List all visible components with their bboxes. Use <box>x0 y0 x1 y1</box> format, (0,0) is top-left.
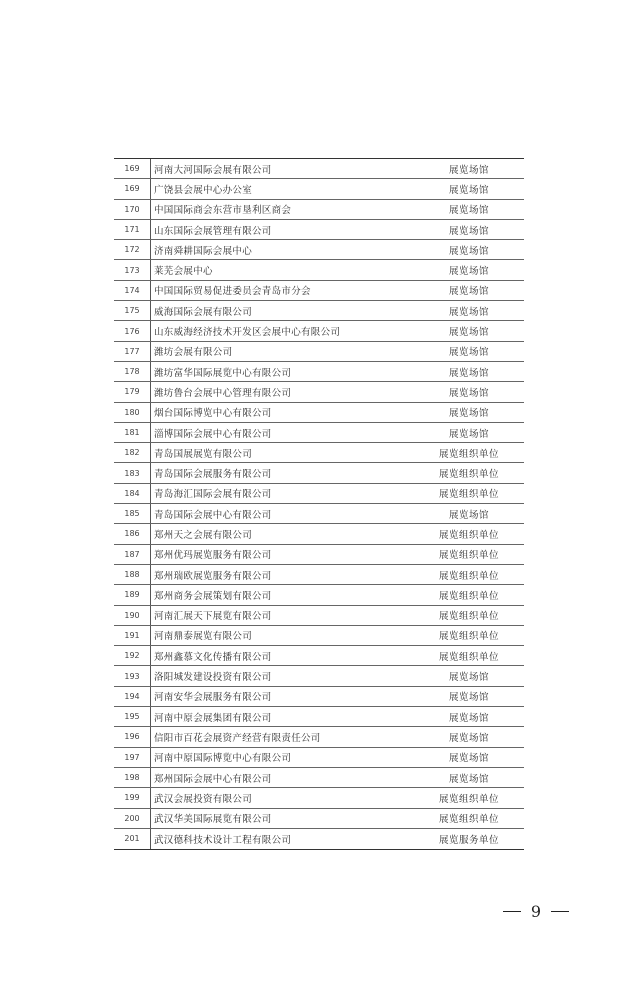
unit-type: 展览场馆 <box>448 387 489 399</box>
unit-type: 展览场馆 <box>448 266 489 278</box>
company-name: 潍坊会展有限公司 <box>154 347 233 359</box>
row-number: 177 <box>114 342 151 361</box>
row-number: 190 <box>114 606 151 625</box>
table-row <box>114 159 524 179</box>
row-number: 199 <box>114 788 151 807</box>
table-row <box>114 545 524 565</box>
row-number: 194 <box>114 687 151 706</box>
company-name: 武汉会展投资有限公司 <box>154 793 253 805</box>
company-name: 郑州优玛展览服务有限公司 <box>154 550 272 562</box>
company-name: 郑州瑞欧展览服务有限公司 <box>154 570 272 582</box>
table-row <box>114 301 524 321</box>
table-row <box>114 403 524 423</box>
unit-type: 展览组织单位 <box>438 489 499 501</box>
table-row <box>114 524 524 544</box>
table-row <box>114 179 524 199</box>
table-row <box>114 342 524 362</box>
table-row <box>114 768 524 788</box>
company-name: 青岛国展展览有限公司 <box>154 448 253 460</box>
unit-type: 展览组织单位 <box>438 814 499 826</box>
table-row <box>114 707 524 727</box>
table-row <box>114 423 524 443</box>
row-number: 183 <box>114 463 151 482</box>
unit-type: 展览组织单位 <box>438 550 499 562</box>
row-number: 196 <box>114 727 151 746</box>
row-number: 174 <box>114 281 151 300</box>
table-row <box>114 585 524 605</box>
table-row <box>114 626 524 646</box>
unit-type: 展览组织单位 <box>438 529 499 541</box>
unit-type: 展览场馆 <box>448 164 489 176</box>
table-row <box>114 281 524 301</box>
company-name: 武汉德科技术设计工程有限公司 <box>154 834 292 846</box>
unit-type: 展览组织单位 <box>438 611 499 623</box>
row-number: 170 <box>114 200 151 219</box>
row-number: 185 <box>114 504 151 523</box>
row-number: 188 <box>114 565 151 584</box>
unit-type: 展览场馆 <box>448 367 489 379</box>
row-number: 201 <box>114 829 151 849</box>
table-row <box>114 727 524 747</box>
company-name: 信阳市百花会展资产经营有限责任公司 <box>154 732 321 744</box>
unit-type: 展览服务单位 <box>438 834 499 846</box>
table-row <box>114 606 524 626</box>
table-row <box>114 809 524 829</box>
company-name: 河南汇展天下展览有限公司 <box>154 611 272 623</box>
page-number-value: 9 <box>530 902 541 921</box>
unit-type: 展览场馆 <box>448 732 489 744</box>
table-row <box>114 321 524 341</box>
unit-type: 展览场馆 <box>448 306 489 318</box>
table-row <box>114 200 524 220</box>
company-name: 郑州鑫慕文化传播有限公司 <box>154 651 272 663</box>
unit-type: 展览组织单位 <box>438 651 499 663</box>
page-number-left-dash <box>503 911 521 913</box>
row-number: 178 <box>114 362 151 381</box>
unit-type: 展览场馆 <box>448 327 489 339</box>
table-row <box>114 687 524 707</box>
company-name: 河南鼎泰展览有限公司 <box>154 631 253 643</box>
table-row <box>114 220 524 240</box>
row-number: 175 <box>114 301 151 320</box>
company-name: 河南中原国际博览中心有限公司 <box>154 753 292 765</box>
company-name: 中国国际贸易促进委员会青岛市分会 <box>154 286 311 298</box>
company-name: 广饶县会展中心办公室 <box>154 184 253 196</box>
row-number: 171 <box>114 220 151 239</box>
company-name: 山东威海经济技术开发区会展中心有限公司 <box>154 327 341 339</box>
unit-type: 展览场馆 <box>448 509 489 521</box>
row-number: 184 <box>114 484 151 503</box>
row-number: 193 <box>114 666 151 685</box>
row-number: 195 <box>114 707 151 726</box>
unit-type: 展览场馆 <box>448 205 489 217</box>
row-number: 169 <box>114 159 151 178</box>
company-name: 河南大河国际会展有限公司 <box>154 164 272 176</box>
row-number: 186 <box>114 524 151 543</box>
unit-type: 展览场馆 <box>448 672 489 684</box>
row-number: 180 <box>114 403 151 422</box>
unit-type: 展览场馆 <box>448 773 489 785</box>
table-row <box>114 504 524 524</box>
company-name: 潍坊鲁台会展中心管理有限公司 <box>154 387 292 399</box>
unit-type: 展览组织单位 <box>438 631 499 643</box>
exhibition-units-table <box>114 158 524 850</box>
company-name: 青岛国际会展中心有限公司 <box>154 509 272 521</box>
unit-type: 展览场馆 <box>448 347 489 359</box>
unit-type: 展览场馆 <box>448 286 489 298</box>
unit-type: 展览场馆 <box>448 245 489 257</box>
company-name: 威海国际会展有限公司 <box>154 306 253 318</box>
unit-type: 展览场馆 <box>448 712 489 724</box>
unit-type: 展览场馆 <box>448 753 489 765</box>
table-row <box>114 666 524 686</box>
row-number: 189 <box>114 585 151 604</box>
unit-type: 展览组织单位 <box>438 793 499 805</box>
page-number-right-dash <box>551 911 569 913</box>
company-name: 武汉华美国际展览有限公司 <box>154 814 272 826</box>
row-number: 172 <box>114 240 151 259</box>
row-number: 179 <box>114 382 151 401</box>
company-name: 河南安华会展服务有限公司 <box>154 692 272 704</box>
table-row <box>114 646 524 666</box>
table-row <box>114 382 524 402</box>
company-name: 潍坊富华国际展览中心有限公司 <box>154 367 292 379</box>
row-number: 176 <box>114 321 151 340</box>
table-row <box>114 260 524 280</box>
row-number: 187 <box>114 545 151 564</box>
page-number <box>503 902 569 921</box>
row-number: 197 <box>114 748 151 767</box>
row-number: 182 <box>114 443 151 462</box>
unit-type: 展览场馆 <box>448 225 489 237</box>
table-row <box>114 565 524 585</box>
row-number: 191 <box>114 626 151 645</box>
company-name: 郑州商务会展策划有限公司 <box>154 590 272 602</box>
company-name: 郑州国际会展中心有限公司 <box>154 773 272 785</box>
unit-type: 展览组织单位 <box>438 448 499 460</box>
company-name: 烟台国际博览中心有限公司 <box>154 408 272 420</box>
row-number: 173 <box>114 260 151 279</box>
table-row <box>114 240 524 260</box>
row-number: 200 <box>114 809 151 828</box>
company-name: 济南舜耕国际会展中心 <box>154 245 253 257</box>
unit-type: 展览组织单位 <box>438 590 499 602</box>
unit-type: 展览场馆 <box>448 428 489 440</box>
company-name: 郑州天之会展有限公司 <box>154 529 253 541</box>
row-number: 192 <box>114 646 151 665</box>
company-name: 河南中原会展集团有限公司 <box>154 712 272 724</box>
company-name: 淄博国际会展中心有限公司 <box>154 428 272 440</box>
table-row <box>114 748 524 768</box>
unit-type: 展览场馆 <box>448 692 489 704</box>
table-row <box>114 829 524 849</box>
table-row <box>114 484 524 504</box>
company-name: 中国国际商会东营市垦利区商会 <box>154 205 292 217</box>
unit-type: 展览场馆 <box>448 184 489 196</box>
company-name: 青岛海汇国际会展有限公司 <box>154 489 272 501</box>
row-number: 198 <box>114 768 151 787</box>
table-row <box>114 443 524 463</box>
table-row <box>114 362 524 382</box>
unit-type: 展览场馆 <box>448 408 489 420</box>
row-number: 181 <box>114 423 151 442</box>
company-name: 山东国际会展管理有限公司 <box>154 225 272 237</box>
unit-type: 展览组织单位 <box>438 469 499 481</box>
company-name: 洛阳城发建设投资有限公司 <box>154 672 272 684</box>
company-name: 莱芜会展中心 <box>154 266 213 278</box>
row-number: 169 <box>114 179 151 198</box>
table-row <box>114 788 524 808</box>
table-row <box>114 463 524 483</box>
company-name: 青岛国际会展服务有限公司 <box>154 469 272 481</box>
unit-type: 展览组织单位 <box>438 570 499 582</box>
